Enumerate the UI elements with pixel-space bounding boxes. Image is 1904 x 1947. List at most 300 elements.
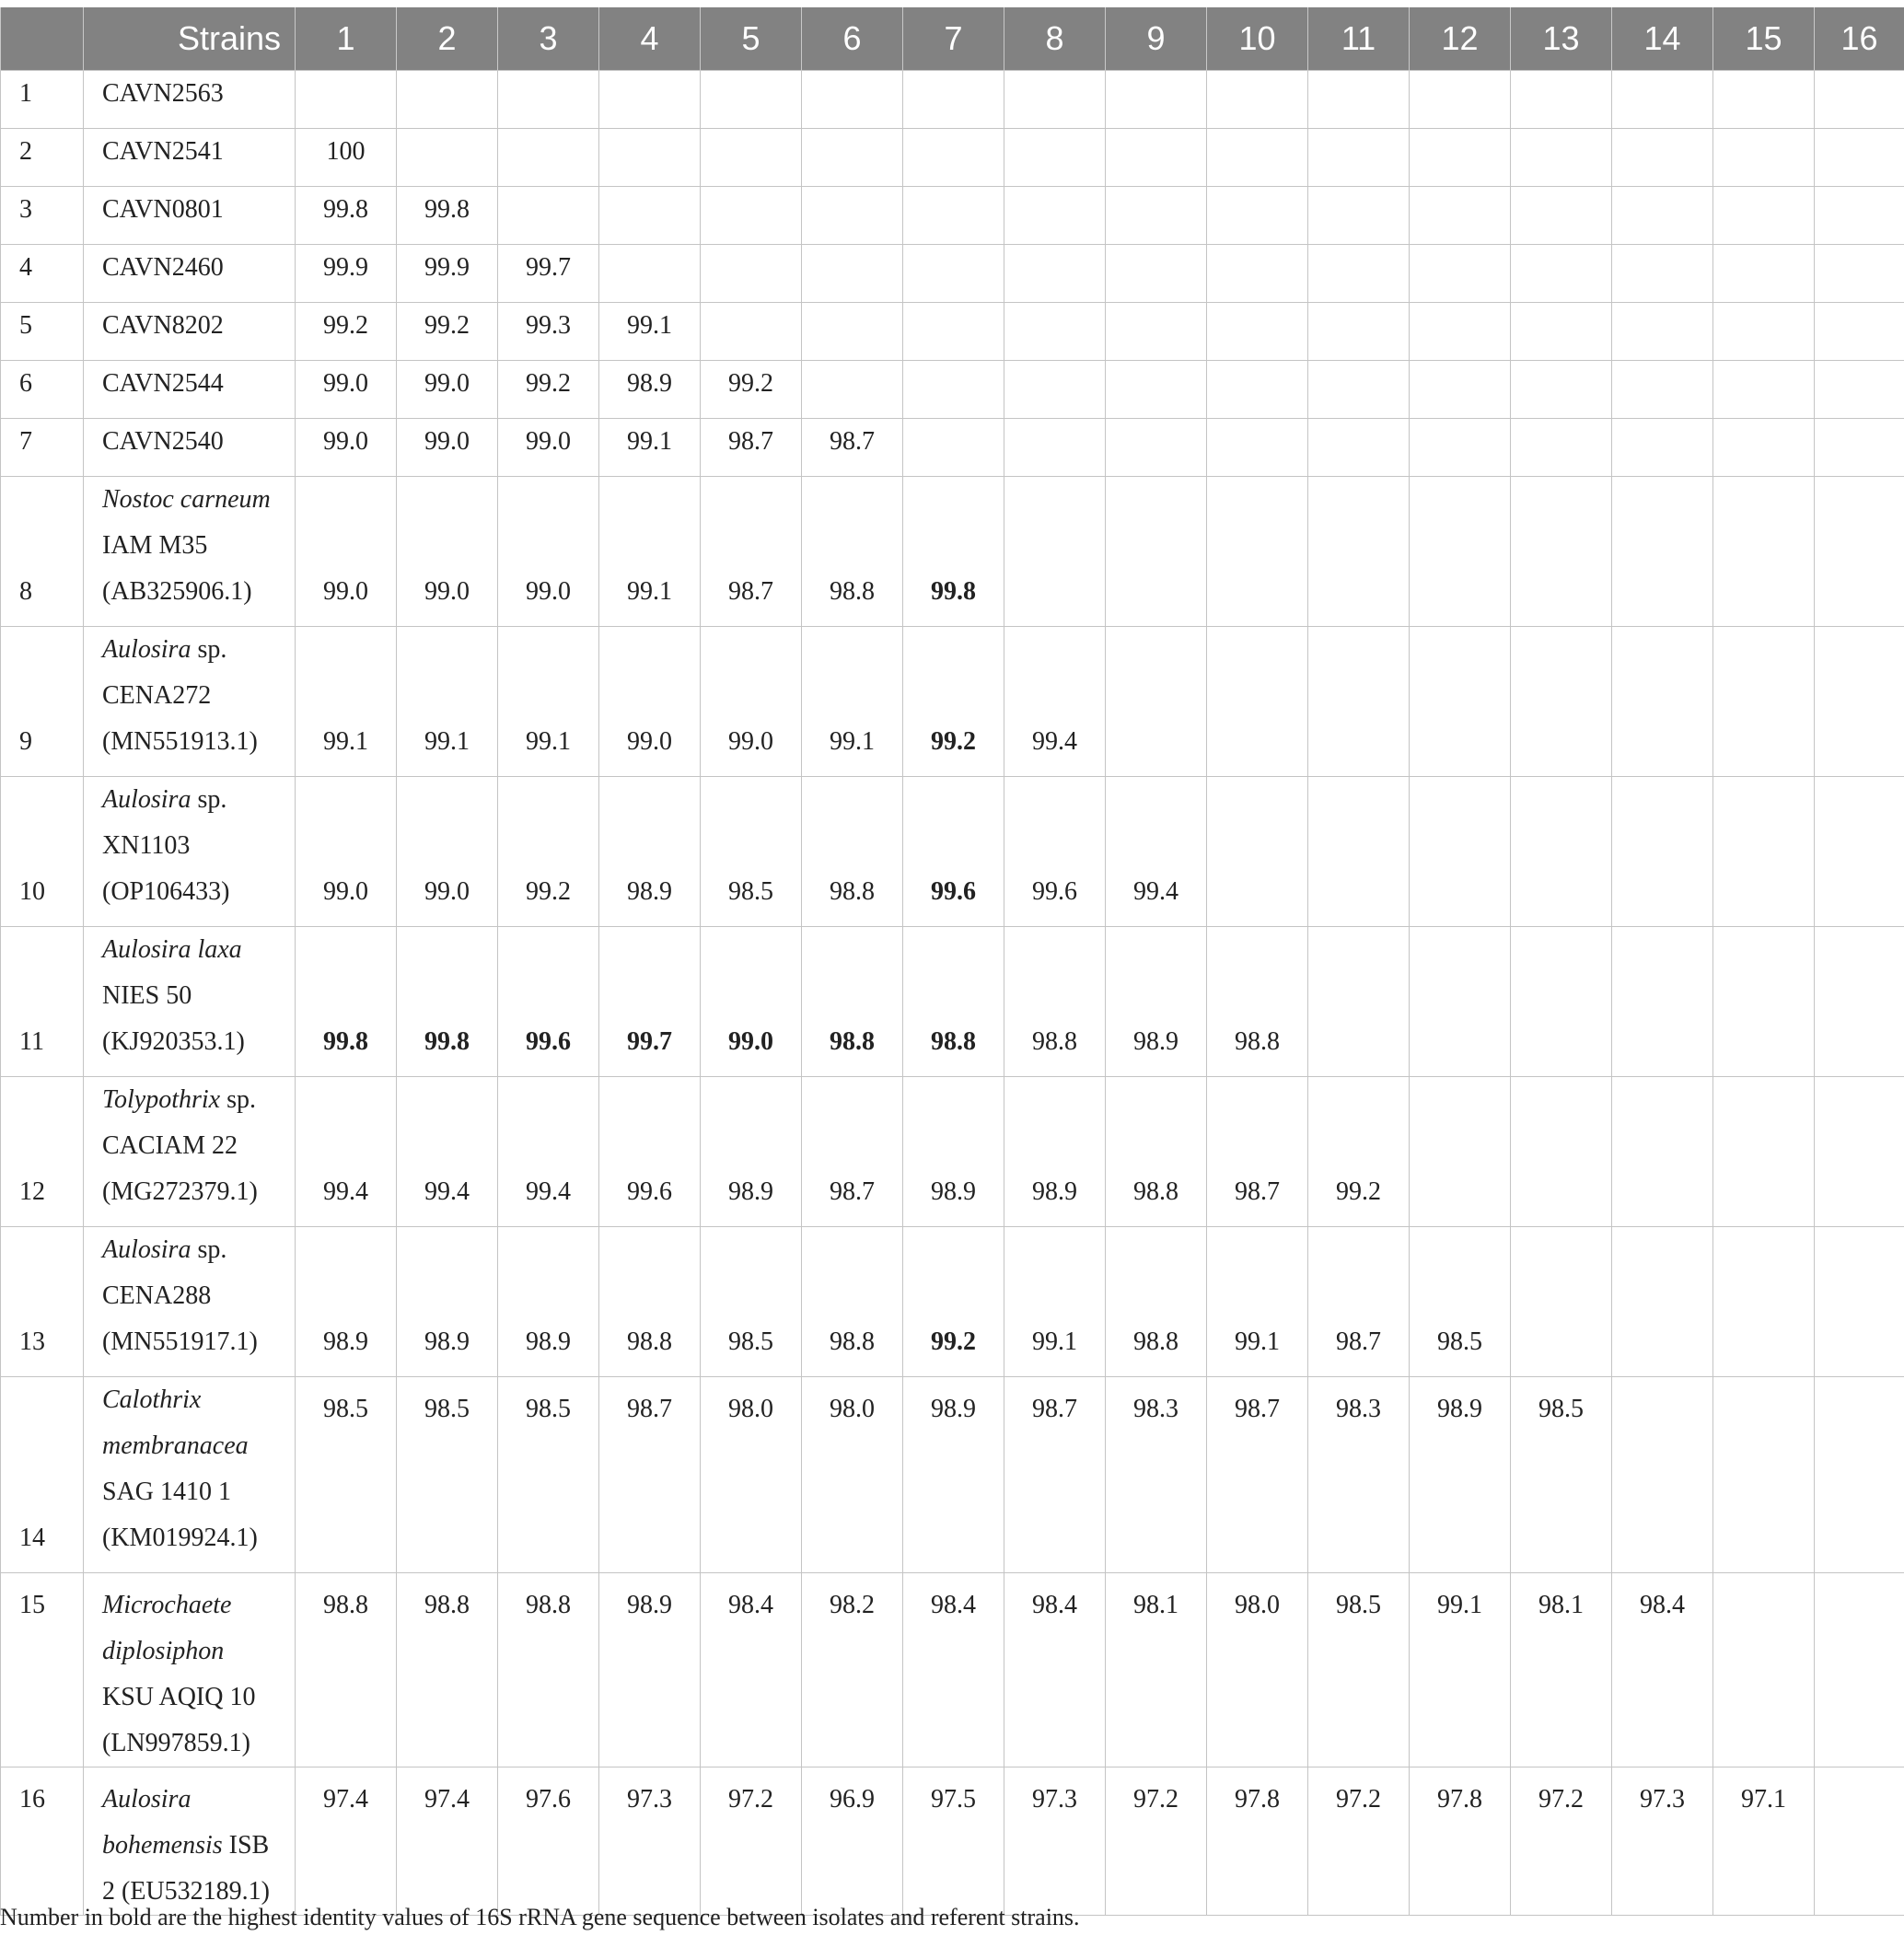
identity-cell: 98.4 (1612, 1573, 1713, 1767)
identity-cell (1410, 303, 1511, 361)
strain-text: CAVN0801 (102, 195, 224, 224)
identity-cell: 98.7 (1207, 1077, 1308, 1227)
strain-text: ISB (222, 1831, 270, 1860)
strain-text: (KM019924.1) (102, 1524, 258, 1552)
strain-name (84, 129, 296, 187)
identity-cell (1004, 245, 1106, 303)
header-col-7: 7 (903, 7, 1004, 71)
identity-cell (802, 129, 903, 187)
identity-cell: 98.8 (1106, 1227, 1207, 1377)
identity-cell: 99.9 (397, 245, 498, 303)
identity-cell: 98.8 (802, 477, 903, 627)
identity-cell (903, 419, 1004, 477)
identity-cell (1713, 1227, 1815, 1377)
identity-cell: 98.7 (802, 1077, 903, 1227)
identity-cell (1815, 419, 1904, 477)
identity-cell: 98.2 (802, 1573, 903, 1767)
identity-cell (1713, 245, 1815, 303)
identity-cell: 99.6 (1004, 777, 1106, 927)
identity-cell (1308, 303, 1410, 361)
identity-cell (1410, 777, 1511, 927)
identity-cell: 98.7 (599, 1377, 701, 1573)
identity-cell: 99.6 (599, 1077, 701, 1227)
identity-cell (1815, 1077, 1904, 1227)
identity-cell: 99.8 (397, 927, 498, 1077)
identity-cell (903, 187, 1004, 245)
strain-text: (MG272379.1) (102, 1177, 258, 1206)
strain-name-line (102, 1423, 295, 1469)
strain-name-line (102, 627, 295, 673)
identity-cell: 98.5 (498, 1377, 599, 1573)
strain-name-line (102, 927, 295, 973)
identity-cell (1713, 71, 1815, 129)
header-col-16: 16 (1815, 7, 1904, 71)
strain-text: CAVN2540 (102, 427, 224, 456)
identity-cell: 99.2 (701, 361, 802, 419)
strain-name-line (102, 187, 295, 233)
strain-name-line (102, 973, 295, 1019)
identity-cell (1511, 187, 1612, 245)
identity-cell: 98.8 (599, 1227, 701, 1377)
identity-cell (1106, 129, 1207, 187)
identity-cell: 98.9 (599, 361, 701, 419)
identity-cell: 99.2 (498, 777, 599, 927)
identity-cell: 98.0 (701, 1377, 802, 1573)
identity-cell: 98.5 (701, 777, 802, 927)
identity-cell: 99.0 (296, 419, 397, 477)
identity-cell (1308, 927, 1410, 1077)
identity-cell (1612, 187, 1713, 245)
header-col-13: 13 (1511, 7, 1612, 71)
strain-name-line (102, 1675, 295, 1721)
identity-cell: 97.8 (1207, 1767, 1308, 1916)
table-row (1, 477, 1904, 627)
row-number: 8 (1, 477, 84, 627)
header-col-2: 2 (397, 7, 498, 71)
strain-name-line (102, 1227, 295, 1273)
strain-name (84, 1377, 296, 1573)
identity-cell (1612, 419, 1713, 477)
identity-cell: 99.2 (1308, 1077, 1410, 1227)
strain-name-line (102, 1169, 295, 1215)
identity-cell (903, 303, 1004, 361)
identity-matrix-table (0, 7, 1904, 1916)
identity-cell (1207, 303, 1308, 361)
identity-cell (1511, 361, 1612, 419)
strain-text: SAG 1410 1 (102, 1478, 232, 1506)
identity-cell (1815, 245, 1904, 303)
strain-name (84, 477, 296, 627)
identity-cell: 98.0 (802, 1377, 903, 1573)
identity-cell: 99.0 (296, 361, 397, 419)
strain-text: (KJ920353.1) (102, 1027, 245, 1056)
strain-text: sp. (191, 635, 227, 664)
row-number: 4 (1, 245, 84, 303)
strain-text: (AB325906.1) (102, 577, 252, 606)
table-row (1, 627, 1904, 777)
identity-cell: 99.4 (1004, 627, 1106, 777)
identity-cell: 99.0 (397, 419, 498, 477)
strain-name-line (102, 1123, 295, 1169)
identity-cell (1815, 303, 1904, 361)
identity-cell: 98.5 (397, 1377, 498, 1573)
identity-cell: 96.9 (802, 1767, 903, 1916)
strain-name-line (102, 719, 295, 765)
strain-name-line (102, 477, 295, 523)
strain-name (84, 1573, 296, 1767)
identity-cell: 99.8 (296, 187, 397, 245)
identity-cell (1410, 129, 1511, 187)
strain-text: (LN997859.1) (102, 1729, 250, 1757)
identity-cell: 99.0 (701, 927, 802, 1077)
identity-cell (1815, 627, 1904, 777)
identity-cell (1612, 627, 1713, 777)
identity-cell: 97.8 (1410, 1767, 1511, 1916)
identity-cell (1511, 419, 1612, 477)
identity-cell: 99.2 (296, 303, 397, 361)
identity-cell: 99.2 (498, 361, 599, 419)
identity-cell (903, 71, 1004, 129)
identity-cell: 99.1 (498, 627, 599, 777)
identity-cell: 99.0 (397, 777, 498, 927)
identity-cell (1612, 71, 1713, 129)
identity-cell (1815, 361, 1904, 419)
identity-cell (1815, 1227, 1904, 1377)
identity-cell (1713, 187, 1815, 245)
identity-cell: 97.2 (1308, 1767, 1410, 1916)
identity-cell: 99.0 (397, 361, 498, 419)
identity-cell (1612, 303, 1713, 361)
identity-cell (1308, 627, 1410, 777)
identity-cell (1511, 1227, 1612, 1377)
identity-cell: 98.1 (1106, 1573, 1207, 1767)
identity-cell (1713, 1077, 1815, 1227)
identity-cell: 98.9 (701, 1077, 802, 1227)
identity-cell: 98.1 (1511, 1573, 1612, 1767)
identity-cell (1004, 303, 1106, 361)
identity-cell (1308, 777, 1410, 927)
strain-taxon: Calothrix (102, 1385, 202, 1414)
identity-cell (903, 129, 1004, 187)
identity-cell: 99.1 (1004, 1227, 1106, 1377)
row-number: 13 (1, 1227, 84, 1377)
identity-cell: 98.5 (1308, 1573, 1410, 1767)
strain-taxon: Nostoc carneum (102, 485, 271, 514)
strain-taxon: membranacea (102, 1431, 249, 1460)
row-number: 16 (1, 1767, 84, 1916)
identity-cell: 99.1 (599, 419, 701, 477)
identity-cell: 99.8 (296, 927, 397, 1077)
identity-cell: 98.9 (397, 1227, 498, 1377)
strain-taxon: Tolypothrix (102, 1085, 221, 1114)
identity-cell (802, 187, 903, 245)
identity-cell (802, 245, 903, 303)
identity-cell: 99.0 (498, 477, 599, 627)
identity-cell (1713, 303, 1815, 361)
identity-cell (599, 187, 701, 245)
identity-cell: 98.7 (701, 419, 802, 477)
identity-cell (1511, 777, 1612, 927)
identity-cell (1410, 187, 1511, 245)
identity-cell (296, 71, 397, 129)
identity-cell: 97.5 (903, 1767, 1004, 1916)
strain-text: 2 (EU532189.1) (102, 1877, 270, 1906)
strain-text: sp. (191, 1235, 227, 1264)
identity-cell (1612, 777, 1713, 927)
identity-cell (498, 71, 599, 129)
strain-name-line (102, 1469, 295, 1515)
strain-text: CAVN2460 (102, 253, 224, 282)
strain-taxon: Aulosira (102, 1235, 192, 1264)
identity-cell: 98.9 (1106, 927, 1207, 1077)
strain-name-line (102, 129, 295, 175)
strain-text: CAVN2563 (102, 79, 224, 108)
identity-cell: 98.8 (296, 1573, 397, 1767)
strain-name-line (102, 823, 295, 869)
identity-cell: 98.5 (1511, 1377, 1612, 1573)
identity-cell: 99.6 (903, 777, 1004, 927)
identity-cell (1308, 187, 1410, 245)
strain-text: sp. (191, 785, 227, 814)
strain-text: KSU AQIQ 10 (102, 1683, 256, 1711)
identity-cell: 99.9 (296, 245, 397, 303)
identity-cell (1207, 361, 1308, 419)
identity-cell (498, 187, 599, 245)
identity-cell (1612, 1077, 1713, 1227)
row-number: 15 (1, 1573, 84, 1767)
identity-cell (1511, 129, 1612, 187)
identity-cell: 98.7 (701, 477, 802, 627)
identity-cell: 97.3 (599, 1767, 701, 1916)
identity-cell (701, 303, 802, 361)
strain-name-line (102, 569, 295, 615)
row-number: 10 (1, 777, 84, 927)
identity-cell (1004, 71, 1106, 129)
identity-cell: 99.6 (498, 927, 599, 1077)
identity-cell (1207, 71, 1308, 129)
identity-cell (1511, 245, 1612, 303)
identity-cell (1410, 419, 1511, 477)
identity-cell: 99.0 (397, 477, 498, 627)
header-col-10: 10 (1207, 7, 1308, 71)
header-col-1: 1 (296, 7, 397, 71)
identity-cell (1308, 129, 1410, 187)
identity-cell (397, 71, 498, 129)
strain-name-line (102, 1077, 295, 1123)
identity-cell (1612, 477, 1713, 627)
identity-cell (1511, 477, 1612, 627)
strain-name-line (102, 1377, 295, 1423)
table-row (1, 187, 1904, 245)
identity-cell (1004, 361, 1106, 419)
identity-cell (1004, 419, 1106, 477)
identity-cell: 98.8 (397, 1573, 498, 1767)
strain-text: CAVN2544 (102, 369, 224, 398)
identity-cell: 99.7 (599, 927, 701, 1077)
identity-cell (1106, 361, 1207, 419)
strain-text: sp. (220, 1085, 256, 1114)
identity-cell (1004, 129, 1106, 187)
table-row (1, 71, 1904, 129)
identity-cell (1410, 71, 1511, 129)
identity-cell (1713, 1573, 1815, 1767)
identity-cell (802, 71, 903, 129)
header-col-6: 6 (802, 7, 903, 71)
table-row (1, 1767, 1904, 1916)
identity-cell (498, 129, 599, 187)
strain-text: IAM M35 (102, 531, 208, 560)
identity-cell (1511, 627, 1612, 777)
identity-cell (1612, 927, 1713, 1077)
header-col-8: 8 (1004, 7, 1106, 71)
identity-cell: 99.0 (296, 777, 397, 927)
identity-cell: 97.2 (1106, 1767, 1207, 1916)
identity-cell: 98.8 (498, 1573, 599, 1767)
identity-cell (1308, 419, 1410, 477)
strain-name (84, 71, 296, 129)
identity-cell (1207, 627, 1308, 777)
table-row (1, 927, 1904, 1077)
identity-cell (1207, 187, 1308, 245)
identity-cell: 98.4 (701, 1573, 802, 1767)
strain-name-line (102, 1019, 295, 1065)
identity-cell (1106, 245, 1207, 303)
table-row (1, 129, 1904, 187)
strain-name-line (102, 1823, 295, 1869)
identity-cell (1410, 477, 1511, 627)
strain-name (84, 303, 296, 361)
identity-cell: 97.3 (1612, 1767, 1713, 1916)
identity-cell (1308, 361, 1410, 419)
header-col-15: 15 (1713, 7, 1815, 71)
strain-text: (MN551917.1) (102, 1327, 258, 1356)
identity-cell (1308, 477, 1410, 627)
header-col-12: 12 (1410, 7, 1511, 71)
identity-cell (1612, 129, 1713, 187)
identity-cell: 98.4 (903, 1573, 1004, 1767)
strain-name-line (102, 1319, 295, 1365)
strain-name-line (102, 1721, 295, 1767)
identity-cell (1207, 129, 1308, 187)
strain-taxon: diplosiphon (102, 1637, 225, 1665)
identity-cell: 97.1 (1713, 1767, 1815, 1916)
identity-cell: 98.8 (802, 777, 903, 927)
identity-cell (1207, 245, 1308, 303)
strain-taxon: Aulosira (102, 1785, 192, 1814)
identity-cell: 98.9 (903, 1377, 1004, 1573)
header-col-3: 3 (498, 7, 599, 71)
identity-cell (1106, 627, 1207, 777)
identity-cell (1106, 303, 1207, 361)
strain-name-line (102, 1777, 295, 1823)
identity-cell (1612, 1377, 1713, 1573)
identity-cell: 97.2 (701, 1767, 802, 1916)
identity-cell (1004, 477, 1106, 627)
row-number: 3 (1, 187, 84, 245)
strain-text: CENA272 (102, 681, 212, 710)
identity-cell (701, 245, 802, 303)
strain-name-line (102, 777, 295, 823)
identity-cell: 98.9 (599, 777, 701, 927)
table-row (1, 1227, 1904, 1377)
strain-text: (MN551913.1) (102, 727, 258, 756)
identity-cell: 99.8 (397, 187, 498, 245)
row-number: 14 (1, 1377, 84, 1573)
identity-cell: 99.1 (599, 303, 701, 361)
identity-cell (1815, 187, 1904, 245)
strain-name-line (102, 1582, 295, 1628)
identity-cell (599, 129, 701, 187)
identity-cell: 99.2 (903, 627, 1004, 777)
strain-name (84, 1227, 296, 1377)
identity-cell: 100 (296, 129, 397, 187)
strain-taxon: bohemensis (102, 1831, 223, 1860)
identity-cell: 98.7 (1308, 1227, 1410, 1377)
identity-cell (397, 129, 498, 187)
identity-cell (1106, 71, 1207, 129)
strain-text: (OP106433) (102, 877, 230, 906)
table-row (1, 1573, 1904, 1767)
identity-cell: 98.9 (903, 1077, 1004, 1227)
table-row (1, 361, 1904, 419)
identity-cell (903, 245, 1004, 303)
table-body (1, 71, 1904, 1916)
row-number: 1 (1, 71, 84, 129)
strain-name-line (102, 869, 295, 915)
identity-cell (1207, 777, 1308, 927)
identity-cell (1713, 1377, 1815, 1573)
strain-taxon: Aulosira (102, 635, 192, 664)
table-row (1, 419, 1904, 477)
table-row (1, 245, 1904, 303)
strain-name-line (102, 245, 295, 291)
identity-cell: 98.7 (802, 419, 903, 477)
identity-cell: 98.3 (1308, 1377, 1410, 1573)
identity-cell: 98.7 (1207, 1377, 1308, 1573)
strain-text: CENA288 (102, 1281, 212, 1310)
identity-cell (1004, 187, 1106, 245)
identity-cell (701, 187, 802, 245)
identity-cell (1308, 245, 1410, 303)
identity-cell: 99.1 (397, 627, 498, 777)
row-number: 7 (1, 419, 84, 477)
strain-name-line (102, 419, 295, 465)
identity-cell (1106, 419, 1207, 477)
strain-text: CAVN2541 (102, 137, 224, 166)
identity-cell (1612, 245, 1713, 303)
header-col-11: 11 (1308, 7, 1410, 71)
identity-cell (1815, 477, 1904, 627)
header-row-number (1, 7, 84, 71)
strain-text: CACIAM 22 (102, 1131, 238, 1160)
identity-cell: 98.9 (296, 1227, 397, 1377)
identity-cell (1713, 419, 1815, 477)
identity-cell (802, 303, 903, 361)
identity-cell (1815, 927, 1904, 1077)
identity-cell: 99.4 (1106, 777, 1207, 927)
identity-cell (1207, 419, 1308, 477)
identity-cell (1511, 303, 1612, 361)
strain-name (84, 1077, 296, 1227)
identity-cell (1713, 361, 1815, 419)
table-row (1, 303, 1904, 361)
identity-cell: 98.7 (1004, 1377, 1106, 1573)
strain-name-line (102, 303, 295, 349)
strain-taxon: Aulosira laxa (102, 935, 242, 964)
identity-cell (1815, 1767, 1904, 1916)
identity-cell (1410, 627, 1511, 777)
identity-cell: 99.7 (498, 245, 599, 303)
